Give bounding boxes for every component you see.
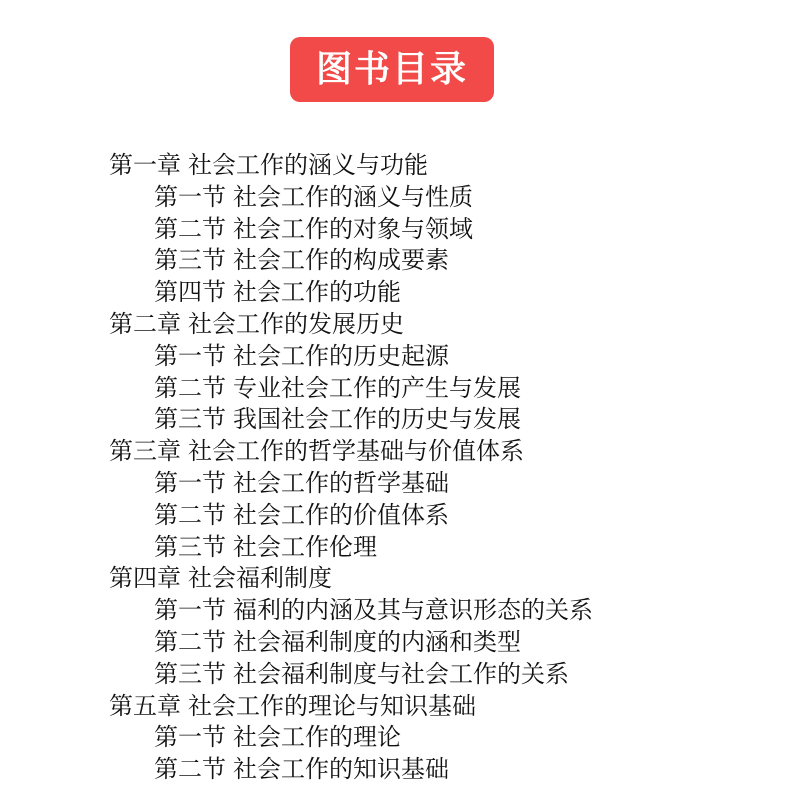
- section-number: 第三节: [154, 405, 226, 434]
- section-title: 专业社会工作的产生与发展: [233, 373, 521, 402]
- toc-chapter-entry: [0, 150, 790, 182]
- toc-section-entry: [0, 627, 790, 659]
- toc-section-entry: [0, 722, 790, 754]
- toc-chapter-entry: [0, 691, 790, 723]
- toc-section-entry: [0, 659, 790, 691]
- section-title: 社会工作的涵义与性质: [233, 182, 473, 211]
- toc-section-entry: [0, 404, 790, 436]
- table-of-contents: [0, 150, 790, 786]
- section-title: 社会福利制度与社会工作的关系: [233, 659, 569, 688]
- section-number: 第二节: [154, 373, 226, 402]
- section-number: 第二节: [154, 755, 226, 784]
- toc-section-entry: [0, 468, 790, 500]
- section-title: 福利的内涵及其与意识形态的关系: [233, 596, 593, 625]
- toc-section-entry: [0, 373, 790, 405]
- section-title: 社会工作的构成要素: [233, 246, 449, 275]
- section-number: 第一节: [154, 341, 226, 370]
- toc-section-entry: [0, 754, 790, 786]
- toc-chapter-entry: [0, 309, 790, 341]
- section-number: 第一节: [154, 468, 226, 497]
- section-number: 第三节: [154, 659, 226, 688]
- section-title: 社会工作的哲学基础: [233, 468, 449, 497]
- section-number: 第三节: [154, 246, 226, 275]
- page-title: 图书目录: [315, 48, 468, 90]
- chapter-title: 社会工作的理论与知识基础: [188, 691, 476, 720]
- chapter-title: 社会工作的哲学基础与价值体系: [188, 437, 524, 466]
- toc-section-entry: [0, 532, 790, 564]
- section-title: 社会工作的功能: [233, 278, 401, 307]
- section-title: 社会福利制度的内涵和类型: [233, 627, 521, 656]
- chapter-title: 社会福利制度: [188, 564, 332, 593]
- section-title: 社会工作的价值体系: [233, 500, 449, 529]
- toc-section-entry: [0, 341, 790, 373]
- toc-section-entry: [0, 595, 790, 627]
- section-title: 我国社会工作的历史与发展: [233, 405, 521, 434]
- toc-section-entry: [0, 214, 790, 246]
- section-number: 第一节: [154, 182, 226, 211]
- chapter-title: 社会工作的发展历史: [188, 309, 404, 338]
- chapter-number: 第四章: [109, 564, 181, 593]
- chapter-number: 第五章: [109, 691, 181, 720]
- section-number: 第二节: [154, 500, 226, 529]
- section-number: 第一节: [154, 596, 226, 625]
- toc-chapter-entry: [0, 436, 790, 468]
- toc-section-entry: [0, 182, 790, 214]
- toc-section-entry: [0, 277, 790, 309]
- toc-section-entry: [0, 500, 790, 532]
- chapter-number: 第三章: [109, 437, 181, 466]
- section-title: 社会工作伦理: [233, 532, 377, 561]
- section-title: 社会工作的对象与领域: [233, 214, 473, 243]
- section-number: 第一节: [154, 723, 226, 752]
- toc-section-entry: [0, 245, 790, 277]
- section-title: 社会工作的知识基础: [233, 755, 449, 784]
- chapter-number: 第一章: [109, 151, 181, 179]
- section-number: 第二节: [154, 627, 226, 656]
- section-number: 第四节: [154, 278, 226, 307]
- toc-title-badge: [290, 37, 494, 102]
- chapter-number: 第二章: [109, 309, 181, 338]
- section-number: 第二节: [154, 214, 226, 243]
- section-number: 第三节: [154, 532, 226, 561]
- chapter-title: 社会工作的涵义与功能: [188, 151, 428, 179]
- section-title: 社会工作的历史起源: [233, 341, 449, 370]
- toc-chapter-entry: [0, 563, 790, 595]
- section-title: 社会工作的理论: [233, 723, 401, 752]
